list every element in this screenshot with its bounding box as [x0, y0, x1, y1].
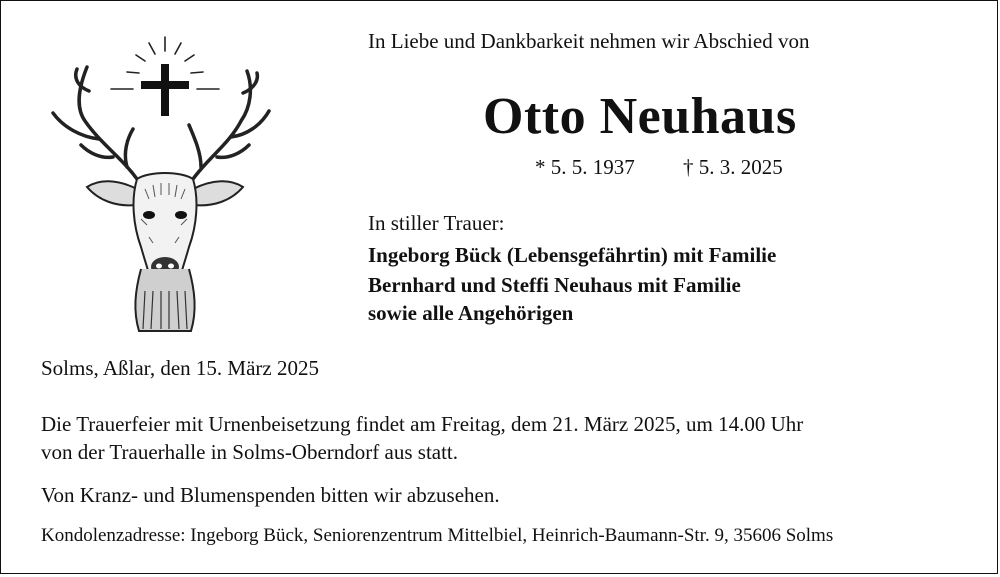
family-line: Ingeborg Bück (Lebensgefährtin) mit Familie: [368, 243, 777, 267]
flowers-note: Von Kranz- und Blumenspenden bitten wir abzusehen.: [41, 483, 500, 507]
birth-date: * 5. 5. 1937: [535, 155, 635, 179]
death-date: † 5. 3. 2025: [683, 155, 783, 179]
intro-line: In Liebe und Dankbarkeit nehmen wir Abschied von: [368, 29, 810, 53]
family-line: sowie alle Angehörigen: [368, 301, 574, 325]
place-date: Solms, Aßlar, den 15. März 2025: [41, 356, 319, 380]
ceremony-line: Die Trauerfeier mit Urnenbeisetzung findet am Freitag, dem 21. März 2025, um 14.00 Uhr: [41, 412, 804, 436]
mourning-label: In stiller Trauer:: [368, 211, 505, 235]
stag-head-with-cross-icon: [41, 29, 281, 339]
deceased-name: Otto Neuhaus: [483, 88, 797, 145]
condolence-address: Kondolenzadresse: Ingeborg Bück, Seniorenzentrum Mittelbiel, Heinrich-Baumann-Str. 9, 35606 Solms: [41, 525, 834, 546]
family-line: Bernhard und Steffi Neuhaus mit Familie: [368, 273, 741, 297]
ceremony-line: von der Trauerhalle in Solms-Oberndorf aus statt.: [41, 440, 459, 464]
